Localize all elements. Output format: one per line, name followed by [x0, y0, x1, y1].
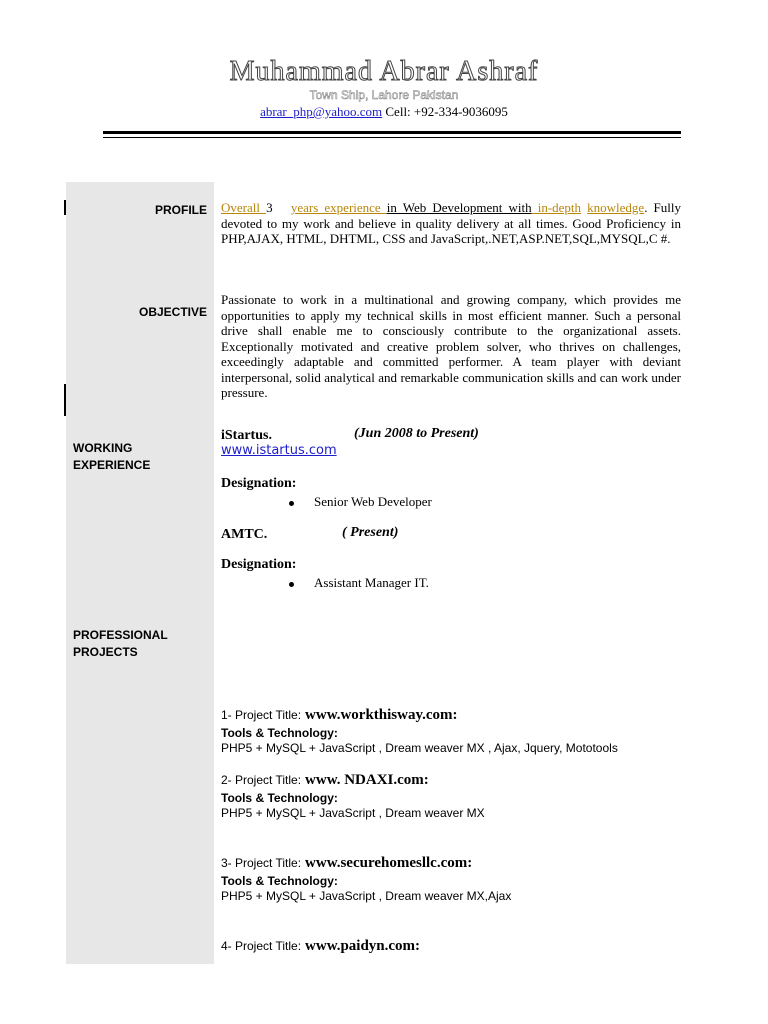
header-rule-thick: [103, 131, 681, 134]
margin-mark: [64, 384, 66, 416]
section-label-column: [66, 182, 214, 964]
contact-line: [0, 104, 768, 120]
project-title-label: 1- Project Title:: [221, 708, 302, 722]
bullet-icon: [289, 501, 294, 506]
tools-label: Tools & Technology:: [221, 791, 338, 805]
role-list-item: Senior Web Developer: [289, 494, 432, 510]
resume-name: Muhammad Abrar Ashraf: [229, 56, 539, 87]
project-title-label: 2- Project Title:: [221, 773, 302, 787]
header-rule-thin: [103, 137, 681, 138]
tech-text: PHP5 + MySQL + JavaScript , Dream weaver MX: [221, 806, 485, 820]
employment-period: (Jun 2008 to Present): [354, 426, 479, 441]
project-url: www.paidyn.com:: [305, 938, 421, 954]
location-text: Town Ship, Lahore Pakistan: [309, 88, 459, 102]
project-entry: [221, 854, 472, 872]
project-entry: [221, 937, 420, 955]
tools-label: Tools & Technology:: [221, 726, 338, 740]
cell-text: Cell: +92-334-9036095: [385, 104, 508, 119]
tech-text: PHP5 + MySQL + JavaScript , Dream weaver MX,Ajax: [221, 889, 512, 903]
company-name: iStartus.: [221, 428, 272, 443]
role-list-item: Assistant Manager IT.: [289, 575, 429, 591]
company-website-link[interactable]: www.istartus.com: [221, 443, 337, 458]
tools-label: Tools & Technology:: [221, 874, 338, 888]
project-url: www.securehomesllc.com:: [305, 855, 473, 871]
professional-projects-label: PROFESSIONAL PROJECTS: [73, 628, 168, 659]
designation-label: Designation:: [221, 557, 297, 572]
project-entry: [221, 706, 458, 724]
objective-text: Passionate to work in a multinational and growing company, which provides me opportunities to apply my technical skills in most efficient manner. Such a personal drive shall enable me to consciously contribute to the organizational assets. Exceptionally motivated and creative problem solver, who thrives on challenges, exceedingly adaptable and committed performer. A team player with deviant interpersonal, solid analytical and remarkable communication skills and can work under pressure.: [221, 292, 681, 400]
profile-text: Overall 3 years experience in Web Development with in-depth knowledge. Fully devoted to my work and believe in quality delivery at all times. Good Proficiency in PHP,AJAX, HTML, DHTML, CSS and JavaScript,.NET,ASP.NET,SQL,MYSQL,C #.: [221, 200, 681, 246]
experience-entry: [221, 525, 399, 543]
project-title-label: 3- Project Title:: [221, 856, 302, 870]
project-url: www. NDAXI.com:: [305, 772, 429, 788]
company-name: AMTC.: [221, 527, 268, 542]
objective-label: OBJECTIVE: [138, 305, 207, 319]
experience-entry: [221, 426, 479, 444]
project-entry: [221, 771, 429, 789]
employment-period: ( Present): [342, 525, 399, 540]
project-url: www.workthisway.com:: [305, 707, 458, 723]
project-title-label: 4- Project Title:: [221, 939, 302, 953]
designation-label: Designation:: [221, 476, 297, 491]
profile-label: PROFILE: [154, 203, 207, 217]
working-experience-label: WORKING EXPERIENCE: [73, 441, 151, 472]
bullet-icon: [289, 582, 294, 587]
tech-text: PHP5 + MySQL + JavaScript , Dream weaver MX , Ajax, Jquery, Mototools: [221, 741, 618, 755]
margin-mark: [64, 200, 66, 215]
email-link[interactable]: abrar_php@yahoo.com: [260, 104, 383, 119]
